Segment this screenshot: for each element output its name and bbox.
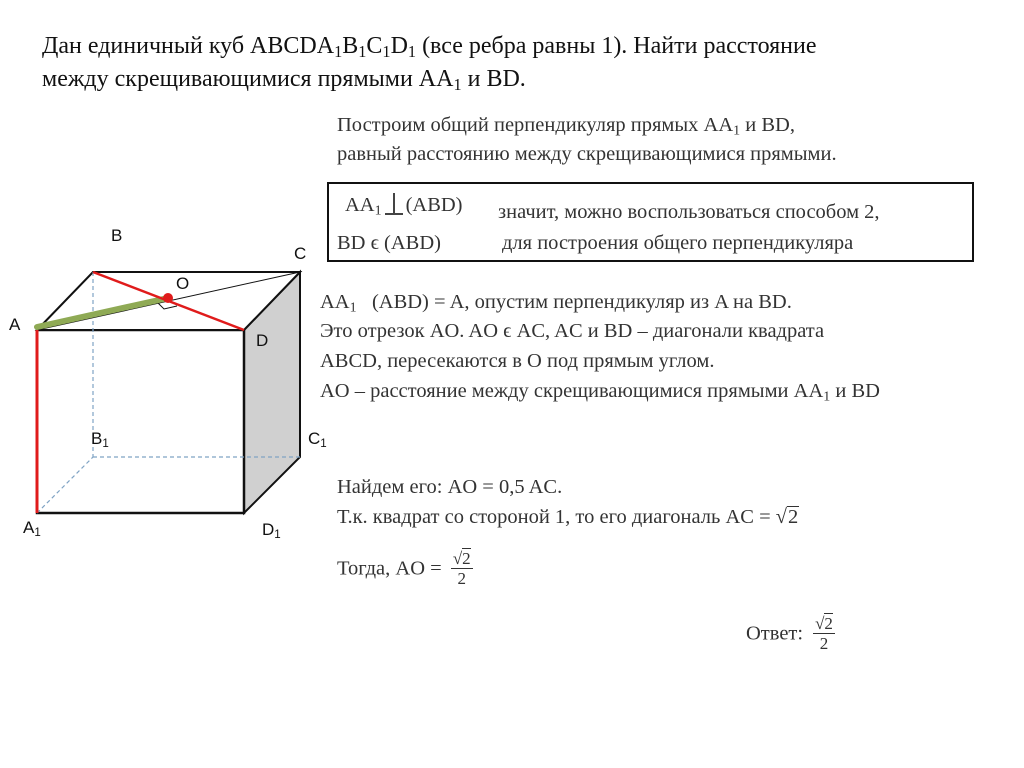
box-line-1-rest: значит, можно воспользоваться способом 2, [498, 201, 880, 223]
para-line-3: ABCD, пересекаются в O под прямым углом. [320, 350, 715, 372]
problem-statement-line-1: Дан единичный куб $ABCDA_1B_1C_1D_1$ (все ребра равны 1). Найти расстояние [42, 33, 817, 62]
box-line-2: BD ϵ (ABD) [337, 232, 441, 254]
para-line-1: $AA_1$ (ABD) = A, опустим перпендикуляр из A на BD. [320, 291, 792, 316]
calc-line-2: Т.к. квадрат со стороной 1, то его диагональ AC = √2 [337, 503, 799, 531]
answer: Ответ: $\frac{√2}{2}$ [746, 614, 833, 653]
calc-line-3: Тогда, AO = $\frac{√2}{2}$ [337, 549, 471, 588]
para-line-2: Это отрезок AO. AO ϵ AC, AC и BD – диагонали квадрата [320, 320, 825, 342]
label-b: B [111, 226, 123, 245]
sqrt-2-expression: √2 [775, 506, 799, 528]
intro-line-2: равный расстоянию между скрещивающимися прямыми. [337, 143, 837, 165]
label-d: D [256, 331, 269, 350]
box-line-2-rest: для построения общего перпендикуляра [502, 232, 854, 254]
answer-fraction: $\frac{√2}{2}$ [815, 614, 833, 653]
label-b1: $B_1$ [91, 429, 109, 450]
label-o: O [176, 274, 190, 293]
calc-line-1: Найдем его: AO = 0,5 AC. [337, 476, 563, 498]
label-a: A [9, 315, 21, 334]
box-line-1: $AA_1$ (ABD) [345, 194, 463, 219]
problem-statement-line-2: между скрещивающимися прямыми $AA_1$ и BD. [42, 66, 526, 95]
point-o [163, 293, 173, 303]
intro-line-1: Построим общий перпендикуляр прямых $AA_1$ и BD, [337, 114, 795, 139]
cube-front-face [37, 330, 244, 513]
para-line-4: AO – расстояние между скрещивающимися прямыми $AA_1$ и BD [320, 380, 880, 405]
ao-fraction: $\frac{√2}{2}$ [452, 549, 471, 588]
label-c: C [294, 244, 307, 263]
label-c1: $C_1$ [308, 429, 327, 450]
label-d1: $D_1$ [262, 520, 281, 541]
label-a1: $A_1$ [23, 518, 41, 539]
